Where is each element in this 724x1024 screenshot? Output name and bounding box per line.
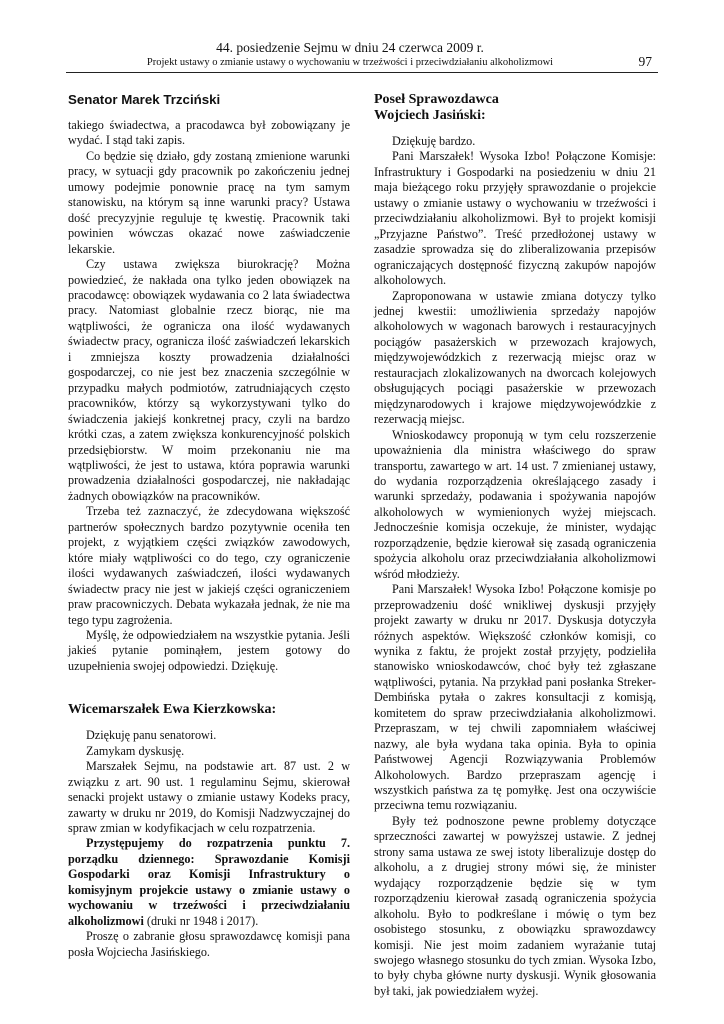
paragraph: Wnioskodawcy proponują w tym celu rozszerzenie upoważnienia dla ministra właściwego do spraw transportu, zawartego w art. 14 ust. 7 zmienianej ustawy, do wydania rozporządzenia określającego zasady i warunki sprzedaży, podawania i spożywania napojów alkoholowych w wymienionych wyżej miejscach. Jednocześnie komisja oczekuje, że minister, wydając rozporządzenie, będzie kierował się zasadą ograniczenia spożycia alkoholu oraz przeciwdziałania alkoholizmowi wśród młodzieży. [374, 427, 656, 581]
page-number: 97 [638, 54, 652, 69]
paragraph: Pani Marszałek! Wysoka Izbo! Połączone komisje po przeprowadzeniu dość wnikliwej dyskusji przyjęły projekt zawarty w druku nr 2017. Dyskusja dotyczyła różnych aspektów. Większość członków komisji, co wynika z faktu, że projekt został przyjęty, podzieliła stanowisko wnioskodawców, choć były też zgłaszane wątpliwości, pytania. Na przykład pani posłanka Streker-Dembińska pytała o zakres konsultacji z komisją, komitetem do spraw przeciwdziałania alkoholizmowi. Przepraszam, w tej chwili zapomniałem właściwej nazwy, ale była wydana taka opinia. Była to opinia Państwowej Agencji Rozwiązywania Problemów Alkoholowych. Bardzo przepraszam agencję i wszystkich państwa za tę pomyłkę. Jest ona oczywiście przeciwna temu rozwiązaniu. [374, 582, 656, 813]
left-column [68, 88, 350, 960]
agenda-item-prints: (druki nr 1948 i 2017). [143, 913, 259, 928]
speaker-role: Poseł Sprawozdawca [374, 92, 499, 107]
paragraph [68, 836, 350, 929]
paragraph: Marszałek Sejmu, na podstawie art. 87 ust. 2 w związku z art. 90 ust. 1 regulaminu Sejmu, skierował senacki projekt ustawy o zmianie ustawy Kodeks pracy, zawarty w druku nr 2019, do Komisji Nadzwyczajnej do spraw zmian w kodyfikacjach w celu rozpatrzenia. [68, 759, 350, 836]
paragraph: Myślę, że odpowiedziałem na wszystkie pytania. Jeśli jakieś pytanie pominąłem, jestem gotowy do uzupełnienia swojej odpowiedzi. Dziękuję. [68, 627, 350, 673]
header-rule [66, 72, 658, 73]
paragraph: Zamykam dyskusję. [86, 743, 185, 758]
paragraph: Były też podnoszone pewne problemy dotyczące sprzeczności zawartej w powyższej ustawie. Z jednej strony sama ustawa ze swej istoty liberalizuje dostęp do alkoholu, a z drugiej strony mówi się, że minister wydający rozporządzenie będzie się w tym rozporządzeniu kierował zasadą ograniczenia spożycia alkoholu. Było to podkreślane i mówię o tym bez osobistego stosunku, z obowiązku sprawozdawcy komisji. Nie jest moim zadaniem wyrażanie tutaj swojego własnego stosunku do tych zmian. Wysoka Izbo, to były chyba główne nurty dyskusji. Wynik głosowania był taki, jak powiedziałem wyżej. [374, 813, 656, 998]
right-column [374, 88, 656, 999]
paragraph: Proszę o zabranie głosu sprawozdawcę komisji pana posła Wojciecha Jasińskiego. [68, 929, 350, 959]
speaker-heading [374, 92, 656, 124]
speaker-name: Wojciech Jasiński: [374, 108, 486, 123]
paragraph: Zaproponowana w ustawie zmiana dotyczy tylko jednej kwestii: umożliwienia sprzedaży napojów alkoholowych w wagonach barowych i restauracyjnych pociągów pasażerskich w przewozach krajowych, międzywojewódzkich z rezerwacją miejsc oraz w restauracjach zlokalizowanych na dworcach kolejowych obsługujących pociągi pasażerskie w przewozach międzynarodowych i krajowe międzywojewódzkie z rezerwacją miejsc. [374, 288, 656, 427]
paragraph: Co będzie się działo, gdy zostaną zmienione warunki pracy, w sytuacji gdy pracownik po zakończeniu jednej umowy podejmie ponownie pracę na tym samym stanowisku, na którym są inne warunki pracy? Ustawa dość precyzyjnie reguluje tę kwestię. Pracownik taki powinien wówczas okazać nowe zaświadczenie lekarskie. [68, 148, 350, 256]
paragraph: Czy ustawa zwiększa biurokrację? Można powiedzieć, że nakłada ona tylko jeden obowiązek na pracodawcę: obowiązek wydawania co 2 lata świadectwa pracy. Natomiast globalnie rzecz biorąc, nie ma wątpliwości, że ogranicza ona ilość wydawanych świadectw pracy, ogranicza ilość zaświadczeń lekarskich i zmniejsza koszty prowadzenia działalności gospodarczej, co nie jest bez znaczenia szczególnie w przypadku małych podmiotów, zatrudniających często pracowników, którzy są wykorzystywani tylko do świadczenia jakiejś konkretnej pracy, czyli na bardzo krótki czas, a zatem zwiększa konkurencyjność polskich przedsiębiorstw. W moim przekonaniu nie ma wątpliwości, że jest to ustawa, która poprawia warunki prowadzenia działalności gospodarczej, nie nakładając żadnych obowiązków na pracowników. [68, 257, 350, 503]
agenda-item-bold: Przystępujemy do rozpatrzenia punktu 7. porządku dziennego: Sprawozdanie Komisji Gospodarki oraz Komisji Infrastruktury o komisyjnym projekcie ustawy o zmianie ustawy o wychowaniu w trzeźwości i przeciwdziałaniu alkoholizmowi [68, 836, 350, 928]
bill-title: Projekt ustawy o zmianie ustawy o wychowaniu w trzeźwości i przeciwdziałaniu alkoholizmowi [146, 57, 554, 68]
session-title: 44. posiedzenie Sejmu w dniu 24 czerwca 2009 r. [216, 40, 484, 55]
paragraph: takiego świadectwa, a pracodawca był zobowiązany je wydać. I stąd taki zapis. [68, 118, 350, 148]
paragraph: Dziękuję panu senatorowi. [86, 728, 217, 743]
page-header [40, 40, 660, 70]
speaker-heading: Senator Marek Trzciński [68, 92, 221, 107]
paragraph: Trzeba też zaznaczyć, że zdecydowana większość partnerów społecznych bardzo pozytywnie oceniła ten projekt, z wyjątkiem części związków zawodowych, które miały wątpliwości co do tego, czy ograniczenie ilości wydawanych zaświadczeń, ilości wydawanych świadectw pracy nie jest w jakiejś części ograniczeniem praw pracowniczych. Debata wykazała jednak, że nie ma tego typu zagrożenia. [68, 504, 350, 627]
paragraph: Pani Marszałek! Wysoka Izbo! Połączone Komisje: Infrastruktury i Gospodarki na posiedzeniu w dniu 21 maja bieżącego roku przyjęły sprawozdanie o projekcie ustawy o zmianie ustawy o wychowaniu w trzeźwości i przeciwdziałaniu alkoholizmowi. Był to projekt komisji „Przyjazne Państwo”. Treść przedłożonej ustawy w zasadzie sprowadza się do zliberalizowania przepisów ograniczających dostępność fizyczną zakupów napojów alkoholowych. [374, 149, 656, 288]
speaker-heading: Wicemarszałek Ewa Kierzkowska: [68, 702, 277, 718]
paragraph: Dziękuję bardzo. [392, 134, 476, 148]
